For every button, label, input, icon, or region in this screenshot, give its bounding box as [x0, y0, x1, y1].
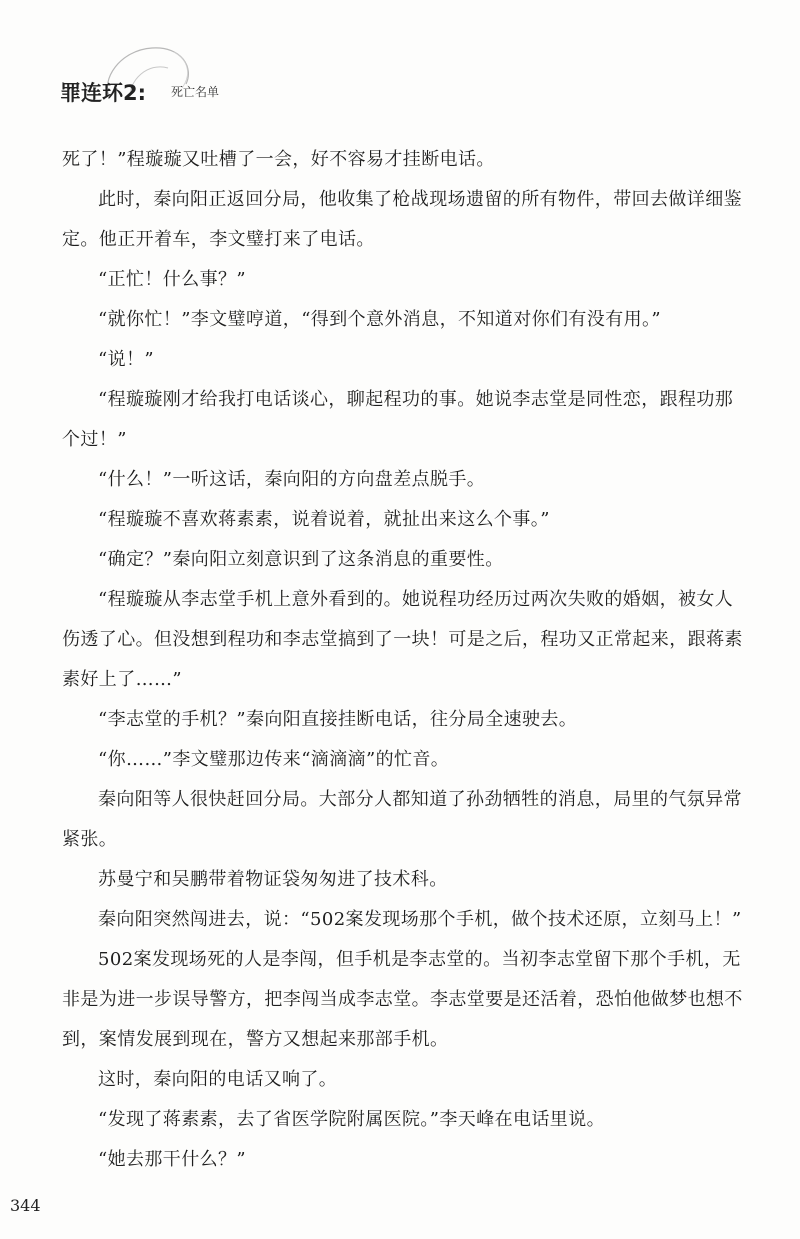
page-number: 344: [10, 1196, 41, 1215]
paragraph: “她去那干什么？”: [98, 1149, 247, 1170]
paragraph: “李志堂的手机？”秦向阳直接挂断电话，往分局全速驶去。: [98, 709, 578, 730]
body-text: [62, 140, 744, 1180]
paragraph: 此时，秦向阳正返回分局，他收集了枪战现场遗留的所有物件，带回去做详细鉴定。他正开着车，李文璧打来了电话。: [62, 189, 742, 250]
paragraph: “就你忙！”李文璧哼道，“得到个意外消息，不知道对你们有没有用。”: [98, 309, 662, 330]
paragraph: 苏曼宁和吴鹏带着物证袋匆匆进了技术科。: [98, 869, 448, 890]
paragraph: 秦向阳等人很快赶回分局。大部分人都知道了孙劲牺牲的消息，局里的气氛异常紧张。: [62, 789, 742, 850]
paragraph: “确定？”秦向阳立刻意识到了这条消息的重要性。: [98, 549, 504, 570]
paragraph: “什么！”一听这话，秦向阳的方向盘差点脱手。: [98, 469, 486, 490]
running-header: [60, 40, 260, 110]
book-subtitle: 死亡名单: [171, 85, 220, 99]
paragraph: “程璇璇从李志堂手机上意外看到的。她说程功经历过两次失败的婚姻，被女人伤透了心。但没想到程功和李志堂搞到了一块！可是之后，程功又正常起来，跟蒋素素好上了……”: [62, 589, 743, 690]
paragraph: 502案发现场死的人是李闯，但手机是李志堂的。当初李志堂留下那个手机，无非是为进一步误导警方，把李闯当成李志堂。李志堂要是还活着，恐怕他做梦也想不到，案情发展到现在，警方又想起来那部手机。: [62, 949, 743, 1050]
paragraph: “说！”: [98, 349, 155, 370]
paragraph: “程璇璇不喜欢蒋素素，说着说着，就扯出来这么个事。”: [98, 509, 550, 530]
paragraph: “发现了蒋素素，去了省医学院附属医院。”李天峰在电话里说。: [98, 1109, 606, 1130]
paragraph: 死了！”程璇璇又吐槽了一会，好不容易才挂断电话。: [62, 149, 495, 170]
paragraph: 秦向阳突然闯进去，说：“502案发现场那个手机，做个技术还原，立刻马上！”: [98, 909, 742, 930]
paragraph: “正忙！什么事？”: [98, 269, 247, 290]
paragraph: “程璇璇刚才给我打电话谈心，聊起程功的事。她说李志堂是同性恋，跟程功那个过！”: [62, 389, 734, 450]
series-title: 罪连环2:: [60, 81, 147, 105]
paragraph: “你……”李文璧那边传来“滴滴滴”的忙音。: [98, 749, 450, 770]
paragraph: 这时，秦向阳的电话又响了。: [98, 1069, 338, 1090]
